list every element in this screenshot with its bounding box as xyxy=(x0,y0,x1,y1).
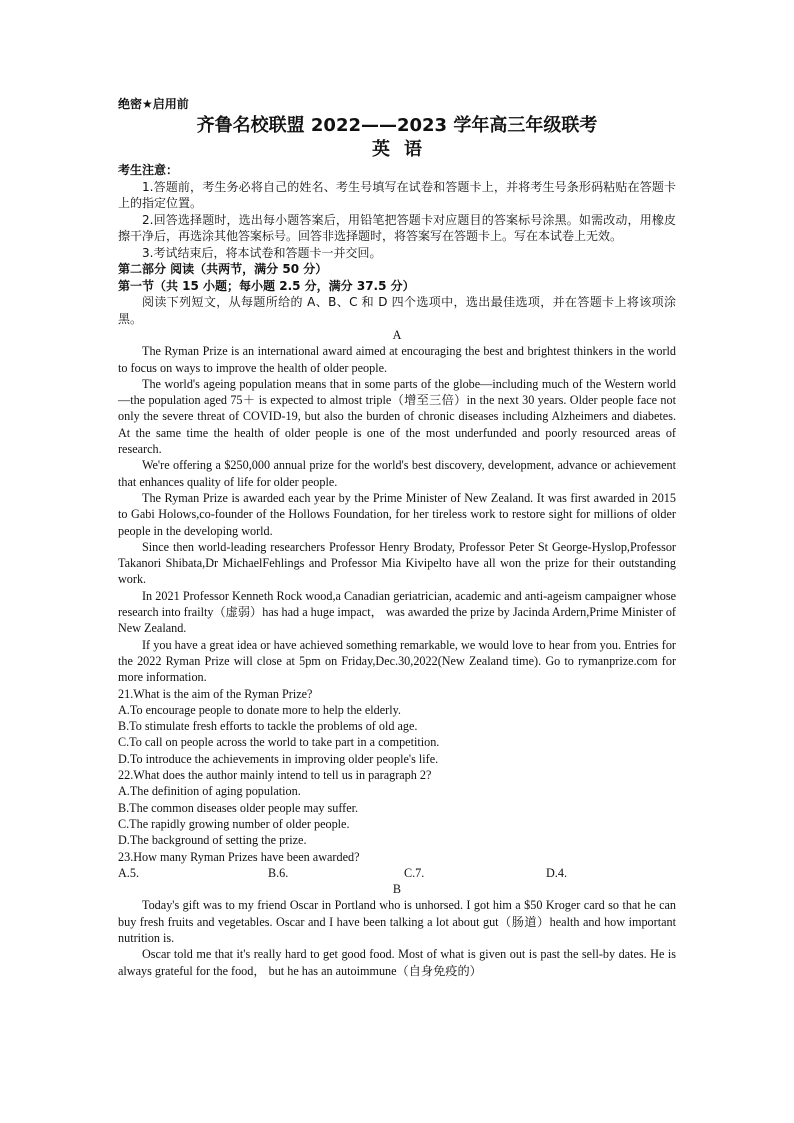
answer-option: D.4. xyxy=(546,865,567,880)
answer-option: C.The rapidly growing number of older people. xyxy=(118,816,350,831)
answer-option: C.7. xyxy=(404,865,425,880)
confidential-mark: 绝密★启用前 xyxy=(118,97,189,111)
exam-title: 齐鲁名校联盟 2022——2023 学年高三年级联考 xyxy=(196,115,598,136)
passage-paragraph: If you have a great idea or have achieved something remarkable, we would love to hear from you. Entries for the 2022 Ryman Prize will close at 5pm on Friday,Dec.30,2022(New Zealand time). Go to rymanprize.com for more information. xyxy=(118,637,676,685)
answer-option: A.5. xyxy=(118,865,139,880)
passage-paragraph: The Ryman Prize is awarded each year by the Prime Minister of New Zealand. It was first awarded in 2015 to Gabi Holows,co-founder of the Hollows Foundation, for her tireless work to restore sight for millions of older people in the developing world. xyxy=(118,490,676,538)
question-stem: 21.What is the aim of the Ryman Prize? xyxy=(118,686,313,701)
answer-option: D.To introduce the achievements in improving older people's life. xyxy=(118,751,439,766)
section-heading: 第一节（共 15 小题；每小题 2.5 分，满分 37.5 分） xyxy=(118,278,415,293)
passage-paragraph: The world's ageing population means that in some parts of the globe—including much of the Western world—the population aged 75＋ is expected to almost triple（增至三倍）in the next 30 years. Older people face not only the severe threat of COVID-19, but also the burden of chronic diseases including Alzheimers and diabetes. At the same time the health of older people is one of the most underfunded and poorly resourced areas of research. xyxy=(118,376,676,457)
answer-option: C.To call on people across the world to take part in a competition. xyxy=(118,735,440,750)
notice-item: 3.考试结束后，将本试卷和答题卡一并交回。 xyxy=(142,245,382,260)
passage-paragraph: Oscar told me that it's really hard to get good food. Most of what is given out is past the sell-by dates. He is always grateful for the food， but he has an autoimmune（自身免疫的） xyxy=(118,947,676,978)
passage-paragraph: Today's gift was to my friend Oscar in Portland who is unhorsed. I got him a $50 Kroger card so that he can buy fresh fruits and vegetables. Oscar and I have been talking a lot about gut（肠道）health and how important nutrition is. xyxy=(118,898,676,945)
answer-option: B.To stimulate fresh efforts to tackle the problems of old age. xyxy=(118,719,418,734)
passage-paragraph: We're offering a $250,000 annual prize for the world's best discovery, development, advance or achievement that enhances quality of life for older people. xyxy=(118,458,676,489)
answer-option: D.The background of setting the prize. xyxy=(118,833,307,848)
exam-page xyxy=(118,96,676,979)
answer-option: B.6. xyxy=(268,865,289,880)
question-stem: 22.What does the author mainly intend to tell us in paragraph 2? xyxy=(118,768,432,783)
part-heading: 第二部分 阅读（共两节，满分 50 分） xyxy=(118,262,328,276)
passage-paragraph: The Ryman Prize is an international award aimed at encouraging the best and brightest thinkers in the world to focus on ways to improve the health of older people. xyxy=(118,344,676,375)
passage-paragraph: In 2021 Professor Kenneth Rock wood,a Canadian geriatrician, academic and anti-ageism campaigner whose research into frailty（虚弱）has had a huge impact， was awarded the prize by Jacinda Ardern,Prime Minister of New Zealand. xyxy=(118,588,676,636)
passage-label: B xyxy=(392,882,402,897)
section-instruction: 阅读下列短文，从每题所给的 A、B、C 和 D 四个选项中，选出最佳选项，并在答题卡上将该项涂黑。 xyxy=(118,295,676,326)
subject-title: 英语 xyxy=(372,139,436,160)
notice-heading: 考生注意： xyxy=(118,163,179,177)
answer-option: B.The common diseases older people may suffer. xyxy=(118,800,359,815)
question-stem: 23.How many Ryman Prizes have been awarded? xyxy=(118,849,360,864)
notice-item: 2.回答选择题时，选出每小题答案后，用铅笔把答题卡对应题目的答案标号涂黑。如需改动，用橡皮擦干净后，再选涂其他答案标号。回答非选择题时，将答案写在答题卡上。写在本试卷上无效。 xyxy=(118,212,676,243)
passage-label: A xyxy=(392,328,402,342)
answer-option: A.The definition of aging population. xyxy=(118,784,301,799)
answer-options-row xyxy=(118,865,676,881)
passage-paragraph: Since then world-leading researchers Professor Henry Brodaty, Professor Peter St George-Hyslop,Professor Takanori Shibata,Dr MichaelFehlings and Professor Mia Kivipelto have all won the prize for their outstanding work. xyxy=(118,539,676,587)
notice-item: 1.答题前，考生务必将自己的姓名、考生号填写在试卷和答题卡上，并将考生号条形码粘贴在答题卡上的指定位置。 xyxy=(118,179,676,210)
answer-option: A.To encourage people to donate more to help the elderly. xyxy=(118,702,401,717)
